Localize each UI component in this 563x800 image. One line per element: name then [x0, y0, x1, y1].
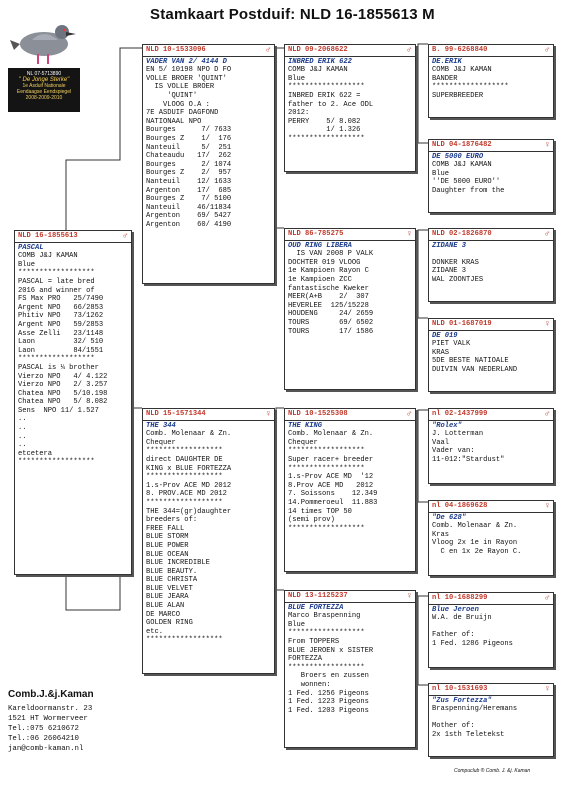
ring-number: NLD 01-1687019 — [432, 320, 492, 328]
card-line: COMB J&J KAMAN — [432, 161, 492, 170]
card-line: BLUE JEARA — [146, 593, 189, 602]
card-line: ****************** — [146, 473, 223, 482]
card-line: ****************** — [146, 447, 223, 456]
male-icon: ♂ — [544, 593, 550, 603]
card-line: COMB J&J KAMAN — [18, 252, 78, 261]
card-line: DE MARCO — [146, 610, 181, 619]
card-line: MEER(A+B 2/ 307 — [288, 293, 369, 302]
pigeon-card-ggf-2[interactable] — [428, 228, 554, 302]
pigeon-name: THE KING — [288, 421, 323, 430]
card-line: breeders of: — [146, 516, 198, 525]
card-line: FORTEZZA — [288, 655, 323, 664]
card-line: EN 5/ 10198 NPO D FO — [146, 66, 232, 75]
male-icon: ♂ — [406, 409, 412, 419]
card-line: THE 344=(gr)daughter — [146, 507, 232, 516]
card-line: Chatea NPO 5/10.198 — [18, 389, 108, 398]
card-body — [288, 66, 412, 143]
card-line: BLUE VELVET — [146, 584, 193, 593]
card-line: INBRED ERIK 622 = — [288, 91, 361, 100]
card-header — [429, 501, 553, 513]
card-line: ''DE 5000 EURO'' — [432, 178, 501, 187]
pigeon-card-ggf-3[interactable] — [428, 408, 554, 484]
logo-line: " De Jonge Sterke" — [18, 77, 70, 83]
card-line: Braspenning/Heremans — [432, 705, 518, 714]
pigeon-name: "Zus Fortezza" — [432, 696, 492, 705]
card-line: wonnen: — [288, 680, 331, 689]
card-line: Chateaudu 17/ 262 — [146, 152, 232, 161]
card-line: ****************** — [288, 83, 365, 92]
card-line: Blue — [432, 169, 450, 178]
card-line — [432, 623, 550, 632]
footer-credit: Compuclub ® Comb. J. &j. Kaman — [454, 768, 531, 774]
card-line: Bourges Z 7/ 5100 — [146, 195, 232, 204]
card-line: .. — [18, 424, 27, 433]
card-line: BLUE OCEAN — [146, 550, 189, 559]
card-line: W.A. de Bruijn — [432, 614, 492, 623]
card-line: Blue — [288, 620, 306, 629]
card-header — [429, 593, 553, 605]
card-line: 2x 1sth Teletekst — [432, 730, 505, 739]
card-line: KRAS — [432, 348, 450, 357]
card-line: VLOOG O.A : — [146, 100, 210, 109]
card-line: GOLDEN RING — [146, 619, 193, 628]
owner-address — [8, 690, 94, 754]
logo-caption — [8, 68, 80, 112]
card-line: ****************** — [18, 355, 95, 364]
card-line: ****************** — [146, 498, 223, 507]
card-line: PERRY 5/ 8.082 — [288, 117, 361, 126]
card-line: Chequer — [146, 438, 176, 447]
male-icon: ♂ — [544, 409, 550, 419]
card-line: 14 times TOP 50 — [288, 507, 352, 516]
card-line: Chequer — [288, 438, 318, 447]
pigeon-name: Blue Jeroen — [432, 605, 479, 614]
card-line: Comb. Molenaar & Zn. — [288, 430, 374, 439]
card-line: Vaal — [432, 438, 450, 447]
card-line: Nanteuil 5/ 251 — [146, 143, 232, 152]
card-line: Father of: — [432, 631, 475, 640]
female-icon: ♀ — [544, 684, 550, 694]
card-line: ****************** — [18, 458, 95, 467]
ring-number: NLD 10-1533096 — [146, 46, 206, 54]
card-line: Argenton 69/ 5427 — [146, 212, 232, 221]
card-line: DONKER KRAS — [432, 258, 479, 267]
female-icon: ♀ — [406, 229, 412, 239]
card-line: Nanteuil 12/ 1633 — [146, 177, 232, 186]
card-line: BLUE ALAN — [146, 602, 185, 611]
card-line: Nanteuil 46/11834 — [146, 203, 232, 212]
card-header — [285, 45, 415, 57]
pigeon-card-grandfather-maternal[interactable] — [284, 408, 416, 572]
card-line: Sens NPO 11/ 1.527 — [18, 406, 99, 415]
card-line: Bourges Z 1/ 176 — [146, 134, 232, 143]
phone-line: Tel.:075 6210672 — [8, 725, 79, 733]
card-line: Vloog 2x 1e in Rayon — [432, 539, 518, 548]
card-line: 1.s-Prov ACE MD 2012 — [146, 481, 232, 490]
card-line: 2012: — [288, 109, 310, 118]
card-line: Bourges Z 2/ 957 — [146, 169, 232, 178]
pigeon-name: DE 5000 EURO — [432, 152, 484, 161]
card-line: 1 Fed. 1256 Pigeons — [288, 689, 369, 698]
card-body — [288, 430, 412, 533]
card-line: ZIDANE 3 — [432, 267, 467, 276]
card-line: 1.s-Prov ACE MD '12 — [288, 473, 374, 482]
card-header — [429, 45, 553, 57]
male-icon: ♂ — [544, 229, 550, 239]
card-line: Argenton 17/ 685 — [146, 186, 232, 195]
card-line: 'QUINT' — [146, 91, 198, 100]
card-body — [146, 430, 271, 645]
card-line: HEVERLEE 125/15228 — [288, 301, 369, 310]
pigeon-name: OUD RING LIBERA — [288, 241, 352, 250]
female-icon: ♀ — [544, 319, 550, 329]
pigeon-card-ggf-1[interactable] — [428, 44, 554, 118]
pigeon-name: BLUE FORTEZZA — [288, 603, 344, 612]
card-line: ****************** — [18, 269, 95, 278]
card-line: ****************** — [288, 663, 365, 672]
card-line: fantastische Kweker — [288, 284, 369, 293]
card-line: HOUDENG 24/ 2659 — [288, 310, 374, 319]
card-line: 1 Fed. 1203 Pigeons — [288, 706, 369, 715]
card-line: ****************** — [288, 524, 365, 533]
card-header — [429, 319, 553, 331]
card-line: .. — [18, 415, 27, 424]
address-line: Kareldoormanstr. 23 — [8, 705, 93, 713]
card-line: BLUE JEROEN x SISTER — [288, 646, 374, 655]
card-line: Asse Zelli 23/1148 — [18, 329, 104, 338]
card-line: FS Max PRO 25/7490 — [18, 295, 104, 304]
card-line: 1/ 1.326 — [288, 126, 361, 135]
ring-number: B. 99-6268840 — [432, 46, 488, 54]
card-line: ****************** — [146, 636, 223, 645]
card-line: 5DE BESTE NATIOALE — [432, 357, 509, 366]
pigeon-icon — [8, 10, 80, 68]
ring-number: NLD 10-1525308 — [288, 410, 348, 418]
card-line: Comb. Molenaar & Zn. — [432, 522, 518, 531]
card-line: From TOPPERS — [288, 637, 340, 646]
card-header — [285, 409, 415, 421]
card-line: BLUE INCREDIBLE — [146, 559, 210, 568]
card-line: .. — [18, 432, 27, 441]
female-icon: ♀ — [406, 591, 412, 601]
card-body — [432, 522, 550, 556]
ring-number: NLD 13-1125237 — [288, 592, 348, 600]
card-line: WAL ZOONTJES — [432, 275, 484, 284]
card-line: 1 Fed. 1223 Pigeons — [288, 698, 369, 707]
card-line: COMB J&J KAMAN — [288, 66, 348, 75]
card-line: 8. PROV.ACE MD 2012 — [146, 490, 227, 499]
card-line: Marco Braspenning — [288, 612, 361, 621]
card-header — [285, 229, 415, 241]
logo — [8, 10, 80, 110]
card-header — [143, 45, 274, 57]
card-line: Mother of: — [432, 722, 475, 731]
card-line: VOLLE BROER 'QUINT' — [146, 74, 227, 83]
card-line: BLUE BEAUTY. — [146, 567, 198, 576]
card-body — [18, 252, 128, 467]
card-line: Chatea NPO 5/ 8.082 — [18, 398, 108, 407]
card-line: C en 1x 2e Rayon C. — [432, 547, 522, 556]
card-line: TOURS 69/ 6502 — [288, 318, 374, 327]
card-line: (semi prov) — [288, 516, 335, 525]
ring-number: NLD 02-1826870 — [432, 230, 492, 238]
card-line: Blue — [18, 260, 36, 269]
card-line: FREE FALL — [146, 524, 185, 533]
card-line: Daughter from the — [432, 186, 505, 195]
card-body — [432, 340, 550, 374]
male-icon: ♂ — [122, 231, 128, 241]
address-line: 1521 HT Wormerveer — [8, 715, 88, 723]
card-body — [432, 250, 550, 284]
card-line: NATIONAAL NPO — [146, 117, 202, 126]
logo-line: NL 07-5713890 — [26, 71, 62, 77]
card-line: direct DAUGHTER DE — [146, 455, 223, 464]
pigeon-card-mother[interactable] — [142, 408, 275, 674]
card-line: Kras — [432, 530, 450, 539]
pigeon-card-ggm-3[interactable] — [428, 500, 554, 576]
card-line: 1e Kampioen ZCC — [288, 275, 352, 284]
card-header — [429, 684, 553, 696]
pigeon-card-grandmother-paternal[interactable] — [284, 228, 416, 390]
card-line — [432, 250, 550, 259]
card-line: PASCAL = late bred — [18, 277, 95, 286]
pigeon-card-ggf-4[interactable] — [428, 592, 554, 668]
pigeon-name: DE.ERIK — [432, 57, 462, 66]
card-line: 7. Soissons 12.349 — [288, 490, 378, 499]
pigeon-card-ggm-4[interactable] — [428, 683, 554, 757]
card-line: .. — [18, 441, 27, 450]
male-icon: ♂ — [544, 45, 550, 55]
card-line: DUIVIN VAN NEDERLAND — [432, 365, 518, 374]
pigeon-name: "De 628" — [432, 513, 467, 522]
male-icon: ♂ — [406, 45, 412, 55]
card-line: Vader van: — [432, 447, 475, 456]
card-body — [432, 614, 550, 648]
card-line: ****************** — [288, 447, 365, 456]
card-line: etcetera — [18, 449, 53, 458]
card-line — [432, 714, 550, 723]
ring-number: NLD 16-1855613 — [18, 232, 78, 240]
ring-number: nl 02-1437999 — [432, 410, 488, 418]
ring-number: NLD 09-2068622 — [288, 46, 348, 54]
pigeon-name: ZIDANE 3 — [432, 241, 467, 250]
owner-name: Comb.J.&j.Kaman — [8, 689, 94, 700]
card-line: ****************** — [432, 83, 509, 92]
card-line: BLUE POWER — [146, 541, 189, 550]
pigeon-card-ggm-2[interactable] — [428, 318, 554, 392]
card-body — [432, 66, 550, 100]
card-line: KING x BLUE FORTEZZA — [146, 464, 232, 473]
pigeon-card-grandfather-paternal[interactable] — [284, 44, 416, 172]
card-line: Argent NPO 59/2853 — [18, 320, 104, 329]
card-body — [432, 161, 550, 195]
card-body — [288, 612, 412, 715]
card-line: BLUE CHRISTA — [146, 576, 198, 585]
card-line: Laon 32/ 510 — [18, 338, 104, 347]
card-line: Super racer+ breeder — [288, 455, 374, 464]
pigeon-name: THE 344 — [146, 421, 176, 430]
pigeon-name: DE 019 — [432, 331, 458, 340]
email-link[interactable]: jan@comb-kaman.nl — [8, 745, 84, 753]
pigeon-name: PASCAL — [18, 243, 44, 252]
card-body — [146, 66, 271, 229]
card-body — [432, 430, 550, 464]
pigeon-card-subject[interactable] — [14, 230, 132, 575]
card-header — [285, 591, 415, 603]
female-icon: ♀ — [265, 409, 271, 419]
pigeon-card-grandmother-maternal[interactable] — [284, 590, 416, 748]
card-line: father to 2. Ace ODL — [288, 100, 374, 109]
phone-line: Tel.:06 26064210 — [8, 735, 79, 743]
card-header — [143, 409, 274, 421]
card-line: PASCAL is ¼ brother — [18, 363, 99, 372]
page-title: Stamkaart Postduif: NLD 16-1855613 M — [150, 6, 435, 23]
card-line: DOCHTER 019 VLOOG — [288, 258, 361, 267]
ring-number: NLD 04-1876482 — [432, 141, 492, 149]
card-line: 1 Fed. 1286 Pigeons — [432, 639, 513, 648]
card-body — [432, 705, 550, 739]
pigeon-card-father[interactable] — [142, 44, 275, 284]
card-line: BANDER — [432, 74, 458, 83]
card-line: 8.Prov ACE MD 2012 — [288, 481, 374, 490]
pigeon-name: VADER VAN 2/ 4144 D — [146, 57, 227, 66]
card-line: ****************** — [288, 629, 365, 638]
card-line: Broers en zussen — [288, 672, 369, 681]
card-line: Blue — [288, 74, 306, 83]
card-header — [429, 409, 553, 421]
logo-line: 1e Asduif Nationale — [22, 83, 66, 89]
card-line: TOURS 17/ 1586 — [288, 327, 374, 336]
card-line: etc. — [146, 627, 164, 636]
card-line: COMB J&J KAMAN — [432, 66, 492, 75]
card-line: IS VOLLE BROER — [146, 83, 215, 92]
card-line: PIET VALK — [432, 340, 471, 349]
ring-number: nl 10-1688299 — [432, 594, 488, 602]
card-line: Argenton 60/ 4190 — [146, 220, 232, 229]
card-header — [429, 229, 553, 241]
card-line: BLUE STORM — [146, 533, 189, 542]
card-line: J. Lotterman — [432, 430, 484, 439]
card-line: Vierzo NPO 2/ 3.257 — [18, 381, 108, 390]
card-line: Vierzo NPO 4/ 4.122 — [18, 372, 108, 381]
card-line: 14.Pommeroeul 11.883 — [288, 498, 378, 507]
card-line: ****************** — [288, 134, 365, 143]
female-icon: ♀ — [544, 140, 550, 150]
pigeon-name: INBRED ERIK 622 — [288, 57, 352, 66]
card-line: Bourges 2/ 1074 — [146, 160, 232, 169]
card-line: SUPERBREEDER — [432, 91, 484, 100]
card-line: 1e Kampioen Rayon C — [288, 267, 369, 276]
card-line: 11-012:"Stardust" — [432, 455, 505, 464]
pigeon-card-ggm-1[interactable] — [428, 139, 554, 213]
card-header — [15, 231, 131, 243]
card-line: Phitiv NPO 73/1262 — [18, 312, 104, 321]
ring-number: nl 04-1869628 — [432, 502, 488, 510]
card-line: Comb. Molenaar & Zn. — [146, 430, 232, 439]
logo-line: 2008-2009-2010 — [25, 95, 63, 101]
card-header — [429, 140, 553, 152]
card-line: 7E ASDUIF DAGFOND — [146, 109, 219, 118]
pigeon-name: "Rolex" — [432, 421, 462, 430]
card-line: 2016 and winner of — [18, 286, 95, 295]
card-body — [288, 250, 412, 336]
male-icon: ♂ — [265, 45, 271, 55]
card-line: Argent NPO 66/2853 — [18, 303, 104, 312]
card-line: Laon 84/1551 — [18, 346, 104, 355]
female-icon: ♀ — [544, 501, 550, 511]
ring-number: nl 10-1531693 — [432, 685, 488, 693]
card-line: IS VAN 2008 P VALK — [288, 250, 374, 259]
ring-number: NLD 15-1571344 — [146, 410, 206, 418]
logo-line: Eendaagse Eendspiegel — [16, 89, 72, 95]
card-line: ****************** — [288, 464, 365, 473]
card-line: Bourges 7/ 7633 — [146, 126, 232, 135]
ring-number: NLD 86-785275 — [288, 230, 344, 238]
